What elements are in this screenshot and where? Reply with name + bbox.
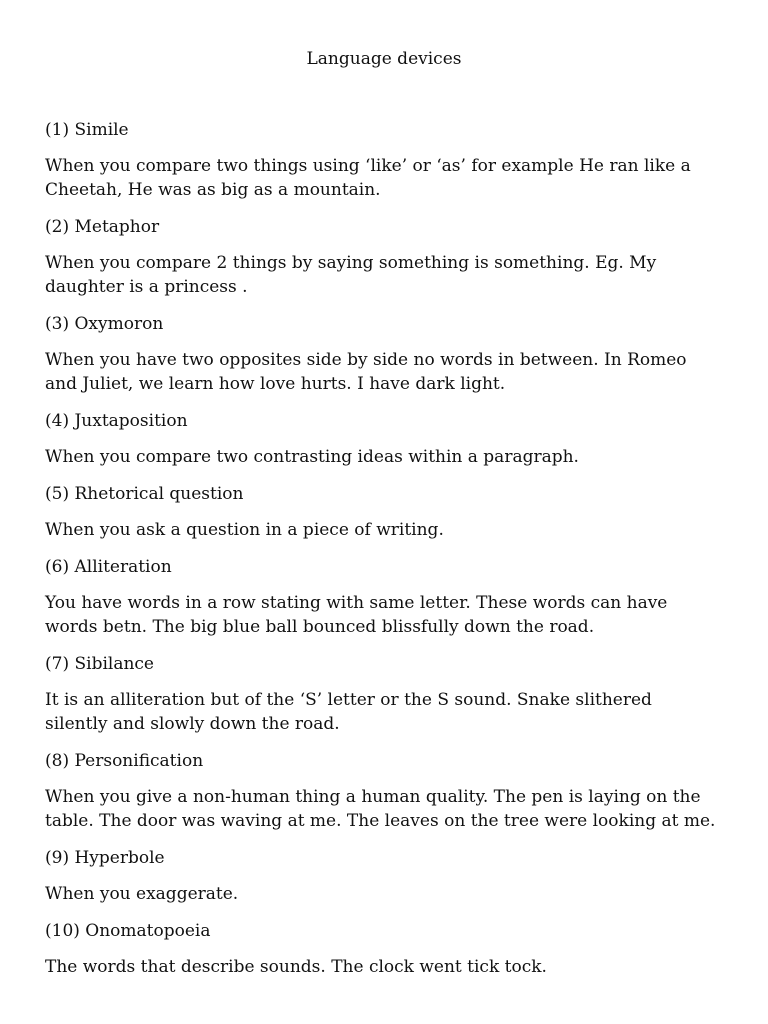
definition-line: table. The door was waving at me. The leaves on the tree were looking at me.: [45, 811, 716, 831]
device-entry-personification: [45, 749, 735, 833]
device-entry-rhetorical-question: [45, 482, 735, 542]
definition-line: When you compare two things using ‘like’ or ‘as’ for example He ran like a: [45, 156, 691, 176]
definition-line: silently and slowly down the road.: [45, 714, 340, 734]
definition-line: When you give a non-human thing a human quality. The pen is laying on the: [45, 787, 701, 807]
device-heading: (2) Metaphor: [45, 217, 160, 237]
device-entry-hyperbole: [45, 846, 735, 906]
device-list: [45, 118, 735, 992]
definition-line: daughter is a princess .: [45, 277, 248, 297]
device-definition: [45, 251, 735, 299]
device-entry-juxtaposition: [45, 409, 735, 469]
device-entry-metaphor: [45, 215, 735, 299]
device-definition: [45, 348, 735, 396]
definition-line: The words that describe sounds. The clock went tick tock.: [45, 957, 547, 977]
device-definition: [45, 688, 735, 736]
device-entry-simile: [45, 118, 735, 202]
device-entry-sibilance: [45, 652, 735, 736]
device-heading: (10) Onomatopoeia: [45, 921, 211, 941]
definition-line: It is an alliteration but of the ‘S’ letter or the S sound. Snake slithered: [45, 690, 652, 710]
device-definition: [45, 955, 735, 979]
device-entry-alliteration: [45, 555, 735, 639]
device-heading: (5) Rhetorical question: [45, 484, 244, 504]
device-definition: [45, 445, 735, 469]
definition-line: words betn. The big blue ball bounced blissfully down the road.: [45, 617, 595, 637]
device-definition: [45, 154, 735, 202]
device-heading: (3) Oxymoron: [45, 314, 164, 334]
device-definition: [45, 882, 735, 906]
definition-line: When you exaggerate.: [45, 884, 239, 904]
definition-line: Cheetah, He was as big as a mountain.: [45, 180, 381, 200]
device-definition: [45, 518, 735, 542]
definition-line: You have words in a row stating with same letter. These words can have: [45, 593, 668, 613]
device-heading: (9) Hyperbole: [45, 848, 165, 868]
device-heading: (1) Simile: [45, 120, 129, 140]
device-entry-onomatopoeia: [45, 919, 735, 979]
definition-line: When you compare 2 things by saying something is something. Eg. My: [45, 253, 657, 273]
device-heading: (7) Sibilance: [45, 654, 154, 674]
definition-line: When you ask a question in a piece of writing.: [45, 520, 444, 540]
definition-line: When you compare two contrasting ideas within a paragraph.: [45, 447, 579, 467]
device-heading: (6) Alliteration: [45, 557, 172, 577]
device-definition: [45, 591, 735, 639]
device-heading: (4) Juxtaposition: [45, 411, 188, 431]
device-heading: (8) Personification: [45, 751, 204, 771]
document-title: Language devices: [306, 49, 462, 69]
definition-line: When you have two opposites side by side no words in between. In Romeo: [45, 350, 687, 370]
device-definition: [45, 785, 735, 833]
device-entry-oxymoron: [45, 312, 735, 396]
definition-line: and Juliet, we learn how love hurts. I have dark light.: [45, 374, 506, 394]
